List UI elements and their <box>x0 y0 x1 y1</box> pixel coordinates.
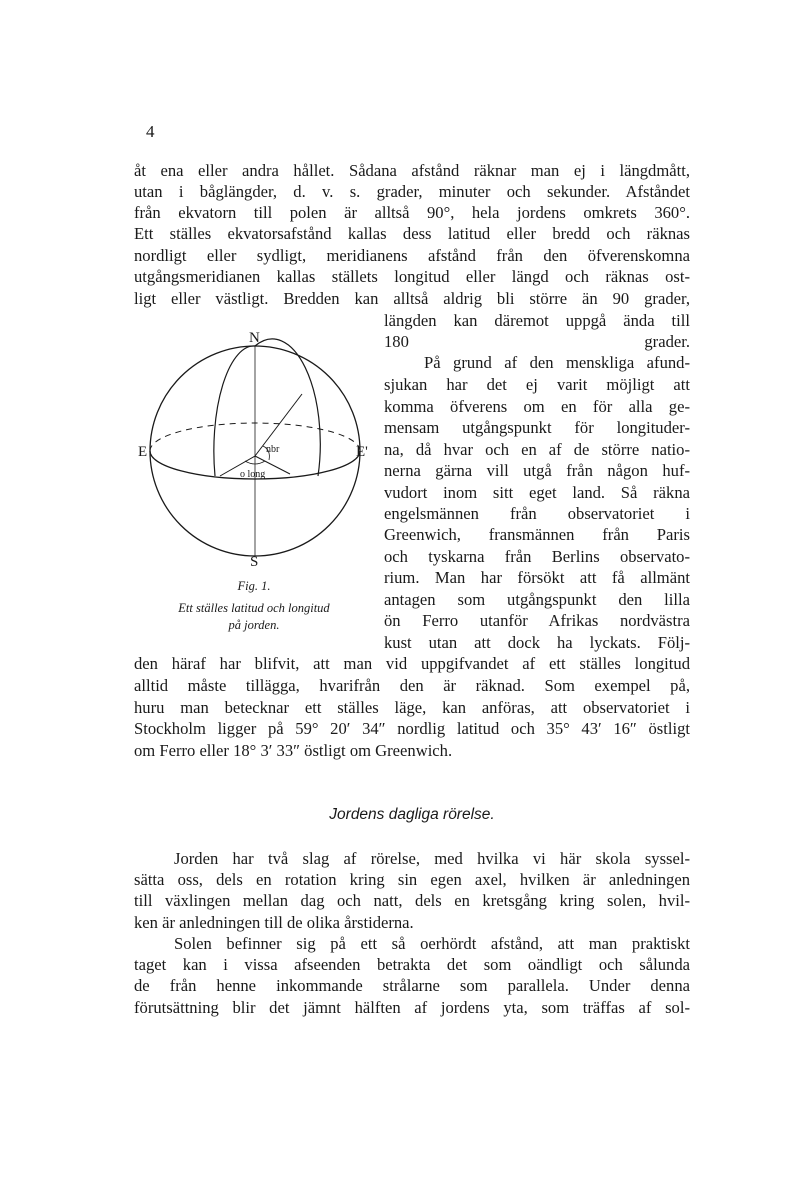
text-line: kust utan att dock ha lyckats. Följ- <box>384 633 690 652</box>
text-line: den häraf har blifvit, att man vid uppgifvandet af ett ställes longitud <box>134 654 690 673</box>
text-line: vudort inom sitt eget land. Så räkna <box>384 483 690 502</box>
text-line: 180 grader. <box>384 332 690 351</box>
figure-number: Fig. 1. <box>237 579 271 593</box>
text-line: de från henne inkommande strålarne som parallela. Under denna <box>134 976 690 995</box>
label-south: S <box>250 554 259 570</box>
label-latitude: nbr <box>266 444 280 455</box>
text-line: rium. Man har försökt att få allmänt <box>384 568 690 587</box>
text-line: och tyskarna från Berlins observato- <box>384 547 690 566</box>
text-line: På grund af den menskliga afund- <box>424 353 690 372</box>
text-line: om Ferro eller 18° 3′ 33″ östligt om Greenwich. <box>134 741 453 760</box>
text-line: taget kan i vissa afseenden betrakta det som oändligt och sålunda <box>134 955 690 974</box>
text-line: alltid måste tillägga, hvarifrån den är räknad. Som exempel på, <box>134 676 690 695</box>
figure-caption-line: Ett ställes latitud och longitud <box>178 601 330 615</box>
meridian-right <box>255 339 320 476</box>
text-line: förutsättning blir det jämnt hälften af jordens yta, som träffas af sol- <box>134 998 690 1017</box>
text-line: huru man betecknar ett ställes läge, kan anföras, att observatoriet i <box>134 698 690 717</box>
page-number: 4 <box>146 122 155 141</box>
figure-caption-line: på jorden. <box>228 618 280 632</box>
globe-figure <box>130 326 380 576</box>
section-heading: Jordens dagliga rörelse. <box>329 806 495 823</box>
text-line: sätta oss, dels en rotation kring sin egen axel, hvilken är anledningen <box>134 870 690 889</box>
text-line: Stockholm ligger på 59° 20′ 34″ nordlig latitud och 35° 43′ 16″ östligt <box>134 719 690 738</box>
text-line: komma öfverens om en för alla ge- <box>384 397 690 416</box>
meridian-left <box>214 346 255 476</box>
globe-diagram <box>130 326 380 576</box>
text-line: längden kan däremot uppgå ända till <box>384 311 690 330</box>
text-line: ön Ferro utanför Afrikas nordvästra <box>384 611 690 630</box>
label-east-prime: E' <box>356 444 368 460</box>
text-line: nordligt eller sydligt, meridianens afstånd från den öfverenskomna <box>134 246 690 265</box>
text-line: ligt eller västligt. Bredden kan alltså aldrig bli större än 90 grader, <box>134 289 690 308</box>
text-line: ken är anledningen till de olika årstiderna. <box>134 913 414 932</box>
label-longitude: o long <box>240 469 266 480</box>
label-east: E <box>138 444 148 460</box>
label-north: N <box>249 330 260 346</box>
text-line: Jorden har två slag af rörelse, med hvilka vi här skola syssel- <box>174 849 690 868</box>
text-line: antagen som utgångspunkt den lilla <box>384 590 690 609</box>
text-line: Ett ställes ekvatorsafstånd kallas dess latitud eller bredd och räknas <box>134 224 690 243</box>
text-line: utan i båglängder, d. v. s. grader, minuter och sekunder. Afståndet <box>134 182 690 201</box>
text-line: Greenwich, fransmännen från Paris <box>384 525 690 544</box>
text-line: Solen befinner sig på ett så oerhördt afstånd, att man praktiskt <box>174 934 690 953</box>
text-line: sjukan har det ej varit möjligt att <box>384 375 690 394</box>
text-line: åt ena eller andra hållet. Sådana afstånd räknar man ej i längdmått, <box>134 161 690 180</box>
text-line: nerna gärna vill utgå från någon huf- <box>384 461 690 480</box>
text-line: utgångsmeridianen kallas ställets longitud eller längd och räknas ost- <box>134 267 690 286</box>
text-line: mensam utgångspunkt för longituder- <box>384 418 690 437</box>
text-line: till växlingen mellan dag och natt, dels en kretsgång kring solen, hvil- <box>134 891 690 910</box>
text-line: från ekvatorn till polen är alltså 90°, hela jordens omkrets 360°. <box>134 203 690 222</box>
text-line: engelsmännen från observatoriet i <box>384 504 690 523</box>
text-line: na, då hvar och en af de större natio- <box>384 440 690 459</box>
